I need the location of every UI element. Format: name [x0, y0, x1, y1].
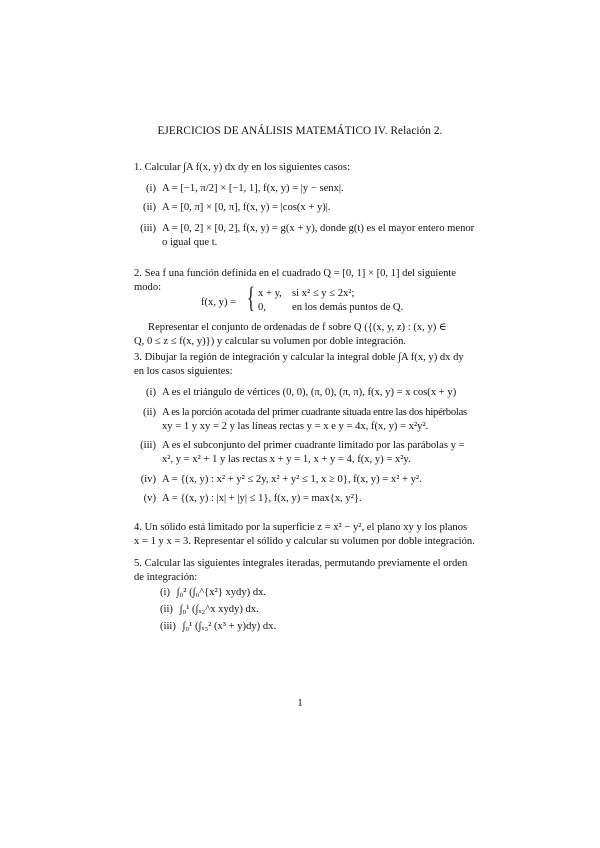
item-text-continued: x², y = x² + 1 y las rectas x + y = 1, x + y = 4, f(x, y) = x²y.: [162, 454, 411, 465]
exercise-4-line: x = 1 y x = 3. Representar el sólido y calcular su volumen por doble integración.: [134, 536, 475, 547]
exercise-5-line: 5. Calcular las siguientes integrales iteradas, permutando previamente el orden: [134, 558, 468, 569]
item-text: A = {(x, y) : |x| + |y| ≤ 1}, f(x, y) = max{x, y²}.: [162, 493, 362, 504]
case-2-condition: en los demás puntos de Q.: [292, 302, 404, 313]
item-label: (ii): [143, 202, 156, 213]
exercise-5-item: [160, 586, 266, 600]
item-text: ∫₀¹ (∫ₓ₃² (x³ + y)dy) dx.: [182, 621, 277, 632]
exercise-5-item: [160, 603, 259, 617]
exercise-3-intro: 3. Dibujar la región de integración y calcular la integral doble ∫A f(x, y) dx dy: [134, 352, 464, 363]
exercise-3-intro: en los casos siguientes:: [134, 366, 233, 377]
item-label: (ii): [160, 604, 173, 615]
item-text: A es el triángulo de vértices (0, 0), (π, 0), (π, π), f(x, y) = x cos(x + y): [162, 387, 457, 398]
case-1-condition: si x² ≤ y ≤ 2x²;: [292, 288, 355, 299]
case-1-value: x + y,: [258, 288, 282, 299]
item-text: A es la porción acotada del primer cuadrante situada entre las dos hipérbolas: [162, 407, 467, 418]
exercise-2-paragraph: Q, 0 ≤ z ≤ f(x, y)}) y calcular su volumen por doble integración.: [134, 336, 407, 347]
page-number: 1: [297, 697, 303, 709]
case-2-value: 0,: [258, 302, 266, 313]
item-text: ∫₀² (∫₀^{x²} xydy) dx.: [176, 587, 267, 598]
item-label: (i): [146, 387, 156, 398]
item-text-continued: o igual que t.: [162, 237, 218, 248]
left-brace: {: [247, 281, 255, 314]
item-label: (iii): [160, 621, 176, 632]
item-label: (i): [146, 183, 156, 194]
exercise-2-line: 2. Sea f una función definida en el cuadrado Q = [0, 1] × [0, 1] del siguiente: [134, 268, 457, 279]
item-text: ∫₀¹ (∫ₓ₂^x xydy) dx.: [179, 604, 259, 615]
item-label: (v): [143, 493, 156, 504]
piecewise-lhs: f(x, y) =: [201, 297, 237, 308]
item-label: (iv): [140, 474, 156, 485]
exercise-5-line: de integración:: [134, 572, 198, 583]
item-text: A = [0, 2] × [0, 2], f(x, y) = g(x + y), donde g(t) es el mayor entero menor: [162, 223, 475, 234]
item-text: A = {(x, y) : x² + y² ≤ 2y, x² + y² ≤ 1, x ≥ 0}, f(x, y) = x² + y².: [162, 474, 422, 485]
item-text: A es el subconjunto del primer cuadrante limitado por las parábolas y =: [162, 440, 465, 451]
item-label: (iii): [140, 440, 156, 451]
item-text: A = [0, π] × [0, π], f(x, y) = |cos(x + y)|.: [162, 202, 331, 213]
item-label: (i): [160, 587, 170, 598]
exercise-1-intro: 1. Calcular ∫A f(x, y) dx dy en los siguientes casos:: [134, 162, 350, 173]
item-label: (iii): [140, 223, 156, 234]
item-text-continued: xy = 1 y xy = 2 y las líneas rectas y = x e y = 4x, f(x, y) = x²y².: [162, 421, 429, 432]
item-text: A = [−1, π/2] × [−1, 1], f(x, y) = |y − senx|.: [162, 183, 344, 194]
exercise-2-paragraph: Representar el conjunto de ordenadas de f sobre Q ({(x, y, z) : (x, y) ∈: [148, 322, 447, 333]
page-title: EJERCICIOS DE ANÁLISIS MATEMÁTICO IV. Relación 2.: [157, 125, 443, 137]
exercise-5-item: [160, 620, 276, 634]
item-label: (ii): [143, 407, 156, 418]
exercise-2-line: modo:: [134, 282, 162, 293]
exercise-4-line: 4. Un sólido está limitado por la superficie z = x² − y², el plano xy y los planos: [134, 522, 468, 533]
